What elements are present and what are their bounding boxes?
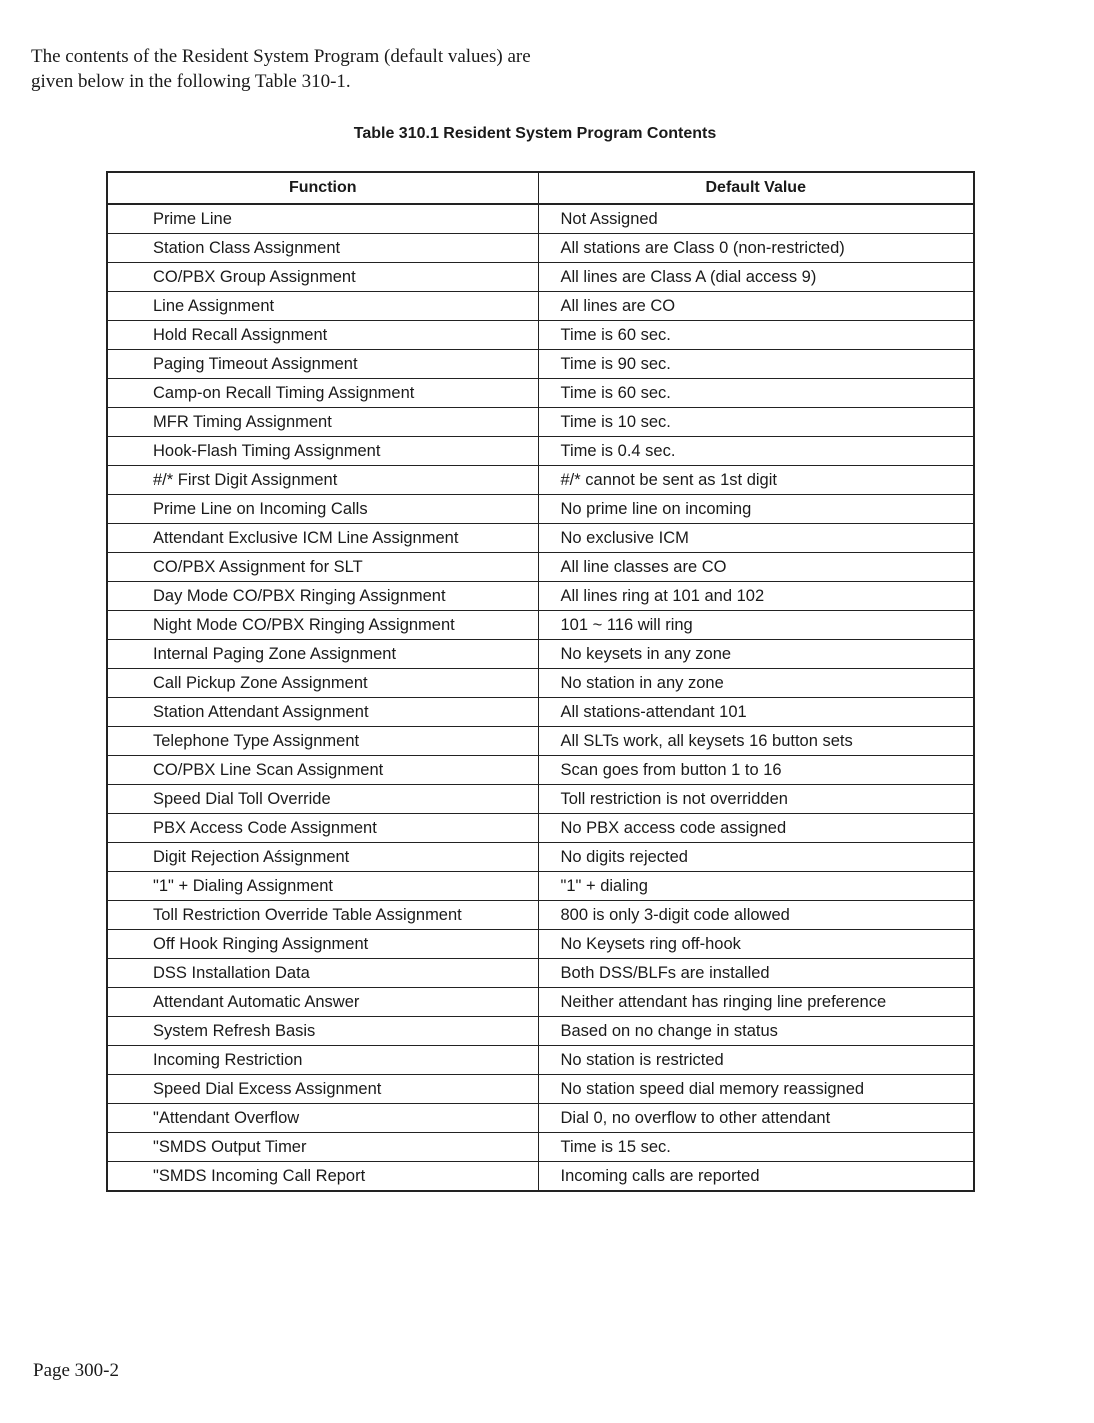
- table-row: [107, 1075, 974, 1104]
- default-value-cell: All stations-attendant 101: [538, 698, 974, 727]
- table-row: [107, 408, 974, 437]
- table-row: [107, 1017, 974, 1046]
- default-value-cell: No Keysets ring off-hook: [538, 930, 974, 959]
- function-cell: Station Attendant Assignment: [107, 698, 538, 727]
- table-row: [107, 959, 974, 988]
- intro-paragraph: The contents of the Resident System Program (default values) are given below in the following Table 310-1.: [31, 46, 531, 92]
- table-row: [107, 814, 974, 843]
- table-row: [107, 263, 974, 292]
- default-value-cell: No exclusive ICM: [538, 524, 974, 553]
- default-value-cell: Time is 0.4 sec.: [538, 437, 974, 466]
- function-cell: CO/PBX Group Assignment: [107, 263, 538, 292]
- table-row: [107, 495, 974, 524]
- default-value-cell: 800 is only 3-digit code allowed: [538, 901, 974, 930]
- table-row: [107, 930, 974, 959]
- table-row: [107, 1133, 974, 1162]
- table-row: [107, 466, 974, 495]
- function-cell: Telephone Type Assignment: [107, 727, 538, 756]
- table-row: [107, 611, 974, 640]
- function-cell: Prime Line on Incoming Calls: [107, 495, 538, 524]
- function-cell: #/* First Digit Assignment: [107, 466, 538, 495]
- table-row: [107, 350, 974, 379]
- table-row: [107, 669, 974, 698]
- table-row: [107, 582, 974, 611]
- table-row: [107, 872, 974, 901]
- default-value-cell: Toll restriction is not overridden: [538, 785, 974, 814]
- table-body: [107, 204, 974, 1191]
- table-row: [107, 988, 974, 1017]
- function-cell: Incoming Restriction: [107, 1046, 538, 1075]
- default-value-cell: Time is 90 sec.: [538, 350, 974, 379]
- default-value-cell: No PBX access code assigned: [538, 814, 974, 843]
- table-row: [107, 727, 974, 756]
- table-row: [107, 1046, 974, 1075]
- function-cell: Call Pickup Zone Assignment: [107, 669, 538, 698]
- function-cell: Station Class Assignment: [107, 234, 538, 263]
- function-cell: Attendant Exclusive ICM Line Assignment: [107, 524, 538, 553]
- default-value-cell: #/* cannot be sent as 1st digit: [538, 466, 974, 495]
- function-cell: Digit Rejection Aśsignment: [107, 843, 538, 872]
- function-cell: Paging Timeout Assignment: [107, 350, 538, 379]
- table-row: [107, 292, 974, 321]
- default-value-cell: No station in any zone: [538, 669, 974, 698]
- default-value-cell: Both DSS/BLFs are installed: [538, 959, 974, 988]
- function-column-header: Function: [107, 172, 538, 204]
- function-cell: PBX Access Code Assignment: [107, 814, 538, 843]
- default-value-cell: 101 ~ 116 will ring: [538, 611, 974, 640]
- table-header-row: [107, 172, 974, 204]
- function-cell: Prime Line: [107, 204, 538, 234]
- default-value-cell: All lines are Class A (dial access 9): [538, 263, 974, 292]
- function-cell: Toll Restriction Override Table Assignment: [107, 901, 538, 930]
- table-row: [107, 321, 974, 350]
- table-row: [107, 640, 974, 669]
- resident-program-table: [106, 171, 975, 1192]
- function-cell: Speed Dial Toll Override: [107, 785, 538, 814]
- default-value-cell: All stations are Class 0 (non-restricted): [538, 234, 974, 263]
- table-row: [107, 437, 974, 466]
- page-number: Page 300-2: [33, 1360, 120, 1381]
- function-cell: "1" + Dialing Assignment: [107, 872, 538, 901]
- table-row: [107, 756, 974, 785]
- default-value-column-header: Default Value: [538, 172, 974, 204]
- function-cell: Internal Paging Zone Assignment: [107, 640, 538, 669]
- default-value-cell: Based on no change in status: [538, 1017, 974, 1046]
- default-value-cell: Time is 60 sec.: [538, 379, 974, 408]
- function-cell: Day Mode CO/PBX Ringing Assignment: [107, 582, 538, 611]
- default-value-cell: No station is restricted: [538, 1046, 974, 1075]
- default-value-cell: All SLTs work, all keysets 16 button sets: [538, 727, 974, 756]
- function-cell: Speed Dial Excess Assignment: [107, 1075, 538, 1104]
- function-cell: Hold Recall Assignment: [107, 321, 538, 350]
- default-value-cell: Neither attendant has ringing line preference: [538, 988, 974, 1017]
- function-cell: Camp-on Recall Timing Assignment: [107, 379, 538, 408]
- default-value-cell: No station speed dial memory reassigned: [538, 1075, 974, 1104]
- table-row: [107, 379, 974, 408]
- default-value-cell: Not Assigned: [538, 204, 974, 234]
- table-row: [107, 234, 974, 263]
- function-cell: Hook-Flash Timing Assignment: [107, 437, 538, 466]
- default-value-cell: "1" + dialing: [538, 872, 974, 901]
- default-value-cell: All lines are CO: [538, 292, 974, 321]
- function-cell: "SMDS Incoming Call Report: [107, 1162, 538, 1192]
- default-value-cell: Time is 10 sec.: [538, 408, 974, 437]
- table-row: [107, 204, 974, 234]
- default-value-cell: All lines ring at 101 and 102: [538, 582, 974, 611]
- table-row: [107, 901, 974, 930]
- table-row: [107, 524, 974, 553]
- table-row: [107, 843, 974, 872]
- default-value-cell: Incoming calls are reported: [538, 1162, 974, 1192]
- table-row: [107, 785, 974, 814]
- function-cell: CO/PBX Line Scan Assignment: [107, 756, 538, 785]
- default-value-cell: All line classes are CO: [538, 553, 974, 582]
- table-title: Table 310.1 Resident System Program Contents: [353, 125, 717, 142]
- default-value-cell: No keysets in any zone: [538, 640, 974, 669]
- table-row: [107, 1162, 974, 1192]
- default-value-cell: Dial 0, no overflow to other attendant: [538, 1104, 974, 1133]
- function-cell: "SMDS Output Timer: [107, 1133, 538, 1162]
- default-value-cell: Time is 15 sec.: [538, 1133, 974, 1162]
- function-cell: Night Mode CO/PBX Ringing Assignment: [107, 611, 538, 640]
- default-value-cell: Time is 60 sec.: [538, 321, 974, 350]
- function-cell: DSS Installation Data: [107, 959, 538, 988]
- function-cell: System Refresh Basis: [107, 1017, 538, 1046]
- function-cell: "Attendant Overflow: [107, 1104, 538, 1133]
- default-value-cell: No digits rejected: [538, 843, 974, 872]
- default-value-cell: No prime line on incoming: [538, 495, 974, 524]
- table-row: [107, 1104, 974, 1133]
- function-cell: Attendant Automatic Answer: [107, 988, 538, 1017]
- default-value-cell: Scan goes from button 1 to 16: [538, 756, 974, 785]
- function-cell: Line Assignment: [107, 292, 538, 321]
- function-cell: MFR Timing Assignment: [107, 408, 538, 437]
- function-cell: Off Hook Ringing Assignment: [107, 930, 538, 959]
- function-cell: CO/PBX Assignment for SLT: [107, 553, 538, 582]
- table-row: [107, 698, 974, 727]
- table-row: [107, 553, 974, 582]
